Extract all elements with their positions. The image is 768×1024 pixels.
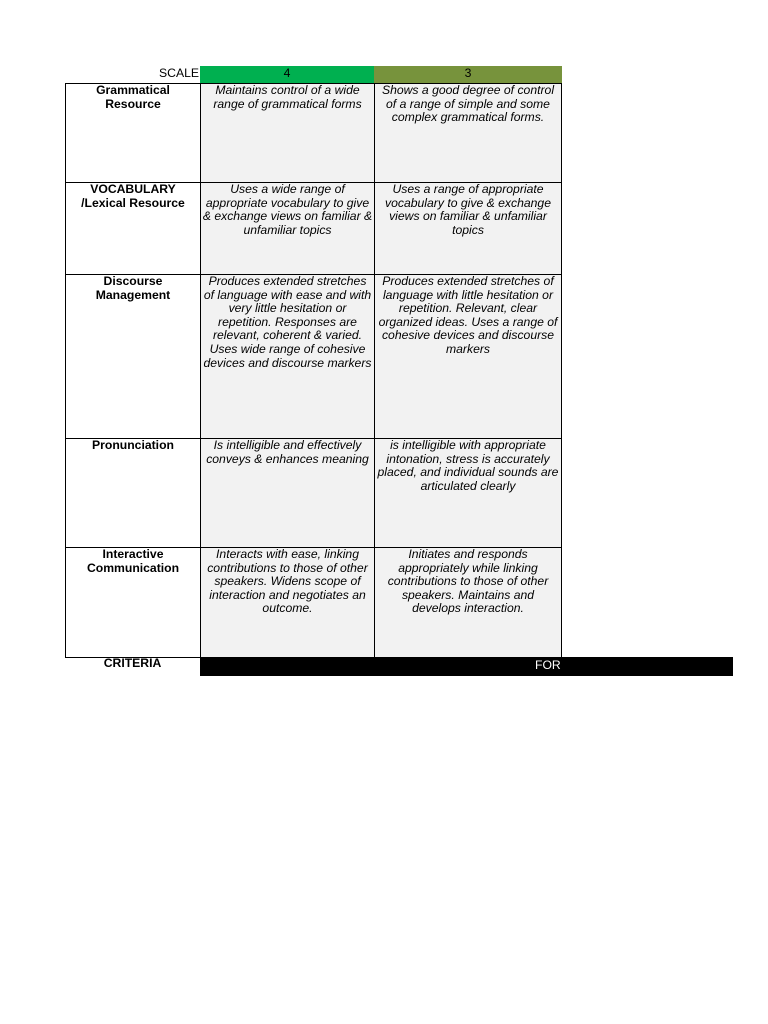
footer-bar-text: FOR <box>535 658 561 672</box>
criterion-interactive-communication: Interactive Communication <box>65 547 201 658</box>
pronunciation-level-4: Is intelligible and effectively conveys & enhances meaning <box>200 438 375 548</box>
scale-3-header: 3 <box>374 66 562 84</box>
criterion-vocabulary: VOCABULARY /Lexical Resource <box>65 182 201 275</box>
criterion-discourse-management: Discourse Management <box>65 274 201 439</box>
grammatical-level-3: Shows a good degree of control of a range of simple and some complex grammatical forms. <box>374 83 562 183</box>
criterion-grammatical-resource: Grammatical Resource <box>65 83 201 183</box>
scale-4-header: 4 <box>200 66 374 84</box>
discourse-level-3: Produces extended stretches of language with little hesitation or repetition. Relevant, clear organized ideas. Uses a range of cohesive devices and discourse markers <box>374 274 562 439</box>
vocabulary-level-3: Uses a range of appropriate vocabulary to give & exchange views on familiar & unfamiliar topics <box>374 182 562 275</box>
footer-black-bar <box>200 657 733 676</box>
criteria-label: CRITERIA <box>103 656 162 670</box>
discourse-level-4: Produces extended stretches of language with ease and with very little hesitation or repetition. Responses are relevant, coherent & varied. Uses wide range of cohesive devices and discourse markers <box>200 274 375 439</box>
vocabulary-level-4: Uses a wide range of appropriate vocabulary to give & exchange views on familiar & unfamiliar topics <box>200 182 375 275</box>
grammatical-level-4: Maintains control of a wide range of grammatical forms <box>200 83 375 183</box>
interactive-level-3: Initiates and responds appropriately while linking contributions to those of other speakers. Maintains and develops interaction. <box>374 547 562 658</box>
interactive-level-4: Interacts with ease, linking contributions to those of other speakers. Widens scope of interaction and negotiates an outcome. <box>200 547 375 658</box>
scale-label: SCALE <box>159 66 199 80</box>
pronunciation-level-3: is intelligible with appropriate intonation, stress is accurately placed, and individual sounds are articulated clearly <box>374 438 562 548</box>
criterion-pronunciation: Pronunciation <box>65 438 201 548</box>
